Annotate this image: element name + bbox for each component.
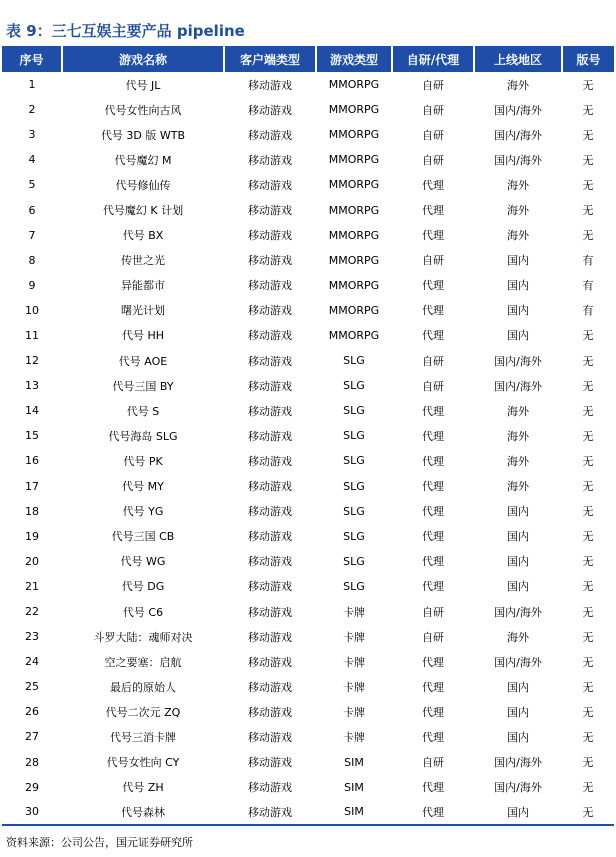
cell-region: 国内/海外 (494, 605, 542, 619)
cell-client-type: 移动游戏 (248, 178, 292, 192)
cell-dev-mode: 代理 (422, 404, 444, 418)
cell-game-type: MMORPG (328, 178, 380, 192)
cell-dev-mode: 代理 (392, 800, 474, 825)
cell-game-name: 代号 JL (125, 78, 161, 92)
cell-dev-mode: 代理 (422, 530, 444, 544)
cell-dev-mode: 代理 (422, 304, 444, 318)
cell-region: 海外 (507, 404, 529, 418)
cell-region: 海外 (507, 204, 529, 218)
cell-dev-mode: 自研 (422, 756, 444, 770)
table-row (2, 172, 614, 197)
cell-license: 无 (582, 705, 594, 719)
cell-region: 国内/海外 (494, 781, 542, 795)
cell-license: 无 (582, 454, 594, 468)
cell-index: 25 (25, 680, 39, 694)
cell-dev-mode: 代理 (422, 454, 444, 468)
cell-client-type: 移动游戏 (248, 756, 292, 770)
cell-license: 无 (582, 781, 594, 795)
cell-license: 无 (582, 229, 594, 243)
cell-dev-mode: 代理 (422, 680, 444, 694)
cell-game-type: MMORPG (328, 303, 380, 317)
cell-region: 国内/海外 (494, 379, 542, 393)
cell-dev-mode: 代理 (422, 655, 444, 669)
cell-license: 无 (582, 178, 594, 192)
cell-index: 3 (28, 128, 36, 142)
cell-game-type: SLG (343, 354, 365, 368)
table-row (2, 423, 614, 448)
table-row (2, 549, 614, 574)
table-row (2, 122, 614, 147)
cell-index: 11 (25, 328, 39, 342)
cell-index: 23 (25, 630, 39, 644)
cell-license: 无 (582, 756, 594, 770)
cell-game-name: 代号女性向 CY (106, 756, 180, 770)
cell-client-type: 移动游戏 (248, 605, 292, 619)
cell-index: 2 (28, 103, 36, 117)
cell-game-name: 代号 AOE (118, 354, 168, 368)
cell-game-name: 代号魔幻 K 计划 (102, 204, 184, 218)
cell-index: 30 (2, 800, 62, 825)
cell-game-type: 卡牌 (343, 655, 365, 669)
table-row (2, 649, 614, 674)
cell-game-type: SLG (343, 504, 365, 518)
pipeline-table-container (2, 46, 614, 826)
table-body (2, 72, 614, 825)
cell-client-type: 移动游戏 (248, 78, 292, 92)
cell-game-name: 异能都市 (121, 279, 165, 293)
cell-client-type: 移动游戏 (248, 730, 292, 744)
cell-dev-mode: 自研 (422, 605, 444, 619)
table-row (2, 298, 614, 323)
cell-game-type: MMORPG (328, 203, 380, 217)
cell-client-type: 移动游戏 (248, 103, 292, 117)
cell-region: 国内 (507, 505, 529, 519)
cell-game-name: 代号 C6 (122, 605, 164, 619)
cell-region: 国内/海外 (494, 153, 542, 167)
cell-region: 海外 (507, 178, 529, 192)
cell-game-name: 传世之光 (121, 254, 165, 268)
cell-game-name: 代号 3D 版 WTB (100, 128, 186, 142)
cell-index: 21 (25, 579, 39, 593)
cell-dev-mode: 代理 (422, 505, 444, 519)
cell-game-type: SLG (343, 404, 365, 418)
cell-game-name: 代号 WG (120, 555, 166, 569)
cell-dev-mode: 自研 (422, 103, 444, 117)
cell-index: 13 (25, 379, 39, 393)
cell-client-type: 移动游戏 (248, 329, 292, 343)
cell-game-name: 代号三国 CB (111, 530, 175, 544)
cell-client-type: 移动游戏 (248, 630, 292, 644)
table-row (2, 348, 614, 373)
cell-dev-mode: 代理 (422, 480, 444, 494)
cell-game-name: 代号 S (126, 404, 160, 418)
cell-index: 6 (28, 203, 36, 217)
cell-index: 16 (25, 454, 39, 468)
table-row (2, 750, 614, 775)
table-row (2, 800, 614, 825)
cell-game-type: MMORPG (328, 228, 380, 242)
cell-dev-mode: 代理 (422, 279, 444, 293)
cell-region: 国内 (474, 800, 562, 825)
cell-dev-mode: 代理 (422, 329, 444, 343)
source-note: 资料来源：公司公告，国元证券研究所 (6, 836, 193, 849)
cell-game-name: 代号三国 BY (112, 379, 174, 393)
cell-license: 无 (582, 379, 594, 393)
cell-game-type: MMORPG (328, 278, 380, 292)
table-row (2, 147, 614, 172)
cell-game-name: 代号 BX (122, 229, 164, 243)
cell-index: 26 (25, 705, 39, 719)
cell-client-type: 移动游戏 (248, 530, 292, 544)
cell-index: 7 (28, 228, 36, 242)
cell-region: 海外 (507, 480, 529, 494)
cell-game-name: 代号二次元 ZQ (105, 705, 181, 719)
cell-game-type: SLG (343, 429, 365, 443)
table-header-row (2, 46, 614, 72)
cell-license: 无 (582, 354, 594, 368)
cell-game-type: SLG (343, 479, 365, 493)
cell-client-type: 移动游戏 (248, 480, 292, 494)
cell-game-type: MMORPG (328, 253, 380, 267)
table-row (2, 448, 614, 473)
cell-game-name: 代号 YG (122, 505, 164, 519)
cell-region: 国内/海外 (494, 655, 542, 669)
table-row (2, 599, 614, 624)
cell-index: 14 (25, 404, 39, 418)
cell-game-type: SLG (343, 579, 365, 593)
cell-client-type: 移动游戏 (248, 128, 292, 142)
table-row (2, 398, 614, 423)
cell-index: 19 (25, 529, 39, 543)
cell-index: 9 (28, 278, 36, 292)
cell-region: 国内/海外 (494, 354, 542, 368)
col-header-region: 上线地区 (474, 46, 562, 72)
table-row (2, 674, 614, 699)
table-row (2, 273, 614, 298)
cell-index: 24 (25, 655, 39, 669)
cell-license: 无 (582, 78, 594, 92)
cell-game-type: SLG (343, 529, 365, 543)
cell-game-type: 卡牌 (343, 705, 365, 719)
cell-license: 无 (582, 404, 594, 418)
cell-license: 有 (582, 279, 594, 293)
cell-game-name: 代号森林 (62, 800, 224, 825)
pipeline-table (2, 46, 614, 826)
cell-client-type: 移动游戏 (248, 404, 292, 418)
cell-license: 无 (582, 605, 594, 619)
cell-region: 海外 (507, 454, 529, 468)
cell-license: 无 (582, 103, 594, 117)
table-row (2, 323, 614, 348)
cell-dev-mode: 代理 (422, 705, 444, 719)
cell-region: 海外 (507, 429, 529, 443)
cell-game-type: SIM (316, 800, 392, 825)
cell-index: 8 (28, 253, 36, 267)
cell-client-type: 移动游戏 (248, 555, 292, 569)
cell-index: 29 (25, 780, 39, 794)
col-header-game-type: 游戏类型 (316, 46, 392, 72)
cell-license: 无 (582, 555, 594, 569)
cell-dev-mode: 代理 (422, 730, 444, 744)
table-row (2, 72, 614, 97)
cell-license: 无 (582, 480, 594, 494)
cell-dev-mode: 自研 (422, 153, 444, 167)
table-row (2, 524, 614, 549)
cell-game-type: SIM (344, 780, 364, 794)
cell-game-type: MMORPG (328, 78, 380, 92)
cell-license: 无 (582, 128, 594, 142)
cell-game-name: 代号修仙传 (115, 178, 171, 192)
table-title: 表 9：三七互娱主要产品 pipeline (6, 22, 245, 40)
cell-client-type: 移动游戏 (248, 454, 292, 468)
cell-game-type: MMORPG (328, 128, 380, 142)
cell-client-type: 移动游戏 (248, 781, 292, 795)
cell-game-name: 代号 HH (121, 329, 165, 343)
cell-index: 4 (28, 153, 36, 167)
cell-client-type: 移动游戏 (248, 204, 292, 218)
cell-game-name: 代号 PK (123, 454, 163, 468)
cell-license: 无 (582, 730, 594, 744)
cell-region: 国内 (507, 279, 529, 293)
cell-game-name: 曙光计划 (121, 304, 165, 318)
cell-game-name: 代号三消卡牌 (110, 730, 176, 744)
cell-license: 有 (582, 254, 594, 268)
cell-region: 海外 (507, 78, 529, 92)
cell-game-name: 斗罗大陆：魂师对决 (93, 630, 193, 644)
cell-game-type: MMORPG (328, 328, 380, 342)
cell-region: 国内/海外 (494, 128, 542, 142)
table-row (2, 97, 614, 122)
table-row (2, 474, 614, 499)
cell-game-name: 代号 MY (122, 480, 164, 494)
cell-license: 无 (582, 655, 594, 669)
cell-region: 国内 (507, 555, 529, 569)
cell-client-type: 移动游戏 (248, 279, 292, 293)
cell-client-type: 移动游戏 (248, 354, 292, 368)
cell-index: 18 (25, 504, 39, 518)
col-header-index: 序号 (2, 46, 62, 72)
cell-game-name: 代号 ZH (122, 781, 164, 795)
cell-license: 无 (582, 329, 594, 343)
cell-client-type: 移动游戏 (248, 580, 292, 594)
cell-license: 无 (582, 680, 594, 694)
cell-game-type: 卡牌 (343, 730, 365, 744)
col-header-dev-mode: 自研/代理 (392, 46, 474, 72)
cell-license: 无 (582, 505, 594, 519)
cell-index: 12 (25, 354, 39, 368)
cell-region: 国内 (507, 580, 529, 594)
cell-game-type: 卡牌 (343, 680, 365, 694)
cell-index: 15 (25, 429, 39, 443)
cell-client-type: 移动游戏 (248, 705, 292, 719)
cell-region: 国内 (507, 530, 529, 544)
cell-dev-mode: 代理 (422, 178, 444, 192)
cell-game-name: 空之要塞：启航 (104, 655, 182, 669)
cell-index: 5 (28, 178, 36, 192)
cell-index: 22 (25, 605, 39, 619)
cell-game-type: SLG (343, 379, 365, 393)
cell-dev-mode: 自研 (422, 78, 444, 92)
cell-client-type: 移动游戏 (248, 304, 292, 318)
table-row (2, 248, 614, 273)
cell-region: 海外 (507, 630, 529, 644)
cell-dev-mode: 自研 (422, 630, 444, 644)
table-row (2, 373, 614, 398)
col-header-game-name: 游戏名称 (62, 46, 224, 72)
cell-license: 无 (562, 800, 614, 825)
table-row (2, 574, 614, 599)
cell-client-type: 移动游戏 (248, 229, 292, 243)
cell-dev-mode: 代理 (422, 580, 444, 594)
cell-game-name: 代号女性向古风 (104, 103, 182, 117)
cell-index: 10 (25, 303, 39, 317)
cell-region: 国内 (507, 304, 529, 318)
cell-index: 1 (28, 78, 36, 92)
col-header-client-type: 客户端类型 (224, 46, 316, 72)
cell-license: 无 (582, 580, 594, 594)
cell-region: 国内 (507, 254, 529, 268)
cell-dev-mode: 自研 (422, 254, 444, 268)
cell-index: 27 (25, 730, 39, 744)
cell-client-type: 移动游戏 (248, 254, 292, 268)
cell-region: 国内/海外 (494, 756, 542, 770)
cell-dev-mode: 自研 (422, 379, 444, 393)
cell-region: 国内 (507, 329, 529, 343)
cell-dev-mode: 自研 (422, 354, 444, 368)
cell-dev-mode: 代理 (422, 204, 444, 218)
cell-region: 国内 (507, 730, 529, 744)
cell-license: 无 (582, 630, 594, 644)
cell-client-type: 移动游戏 (248, 429, 292, 443)
cell-game-name: 代号海岛 SLG (108, 429, 178, 443)
table-row (2, 197, 614, 222)
cell-index: 28 (25, 755, 39, 769)
cell-region: 国内 (507, 680, 529, 694)
cell-game-type: SIM (344, 755, 364, 769)
table-row (2, 724, 614, 749)
cell-game-type: MMORPG (328, 103, 380, 117)
cell-index: 20 (25, 554, 39, 568)
table-row (2, 775, 614, 800)
cell-game-name: 代号 DG (121, 580, 165, 594)
cell-client-type: 移动游戏 (224, 800, 316, 825)
table-row (2, 499, 614, 524)
cell-index: 17 (25, 479, 39, 493)
cell-game-type: SLG (343, 554, 365, 568)
cell-game-type: 卡牌 (343, 605, 365, 619)
cell-game-type: SLG (343, 454, 365, 468)
cell-client-type: 移动游戏 (248, 153, 292, 167)
cell-license: 无 (582, 204, 594, 218)
cell-region: 国内/海外 (494, 103, 542, 117)
col-header-license: 版号 (562, 46, 614, 72)
cell-client-type: 移动游戏 (248, 655, 292, 669)
cell-dev-mode: 自研 (422, 128, 444, 142)
cell-license: 无 (582, 153, 594, 167)
table-row (2, 624, 614, 649)
table-row (2, 223, 614, 248)
cell-dev-mode: 代理 (422, 555, 444, 569)
cell-region: 海外 (507, 229, 529, 243)
cell-game-name: 代号魔幻 M (114, 153, 172, 167)
cell-game-type: MMORPG (328, 153, 380, 167)
cell-game-type: 卡牌 (343, 630, 365, 644)
table-row (2, 699, 614, 724)
cell-dev-mode: 代理 (422, 429, 444, 443)
cell-game-name: 最后的原始人 (110, 680, 176, 694)
cell-license: 无 (582, 429, 594, 443)
cell-client-type: 移动游戏 (248, 680, 292, 694)
cell-region: 国内 (507, 705, 529, 719)
cell-client-type: 移动游戏 (248, 505, 292, 519)
cell-dev-mode: 代理 (422, 781, 444, 795)
cell-dev-mode: 代理 (422, 229, 444, 243)
cell-client-type: 移动游戏 (248, 379, 292, 393)
cell-license: 有 (582, 304, 594, 318)
cell-license: 无 (582, 530, 594, 544)
